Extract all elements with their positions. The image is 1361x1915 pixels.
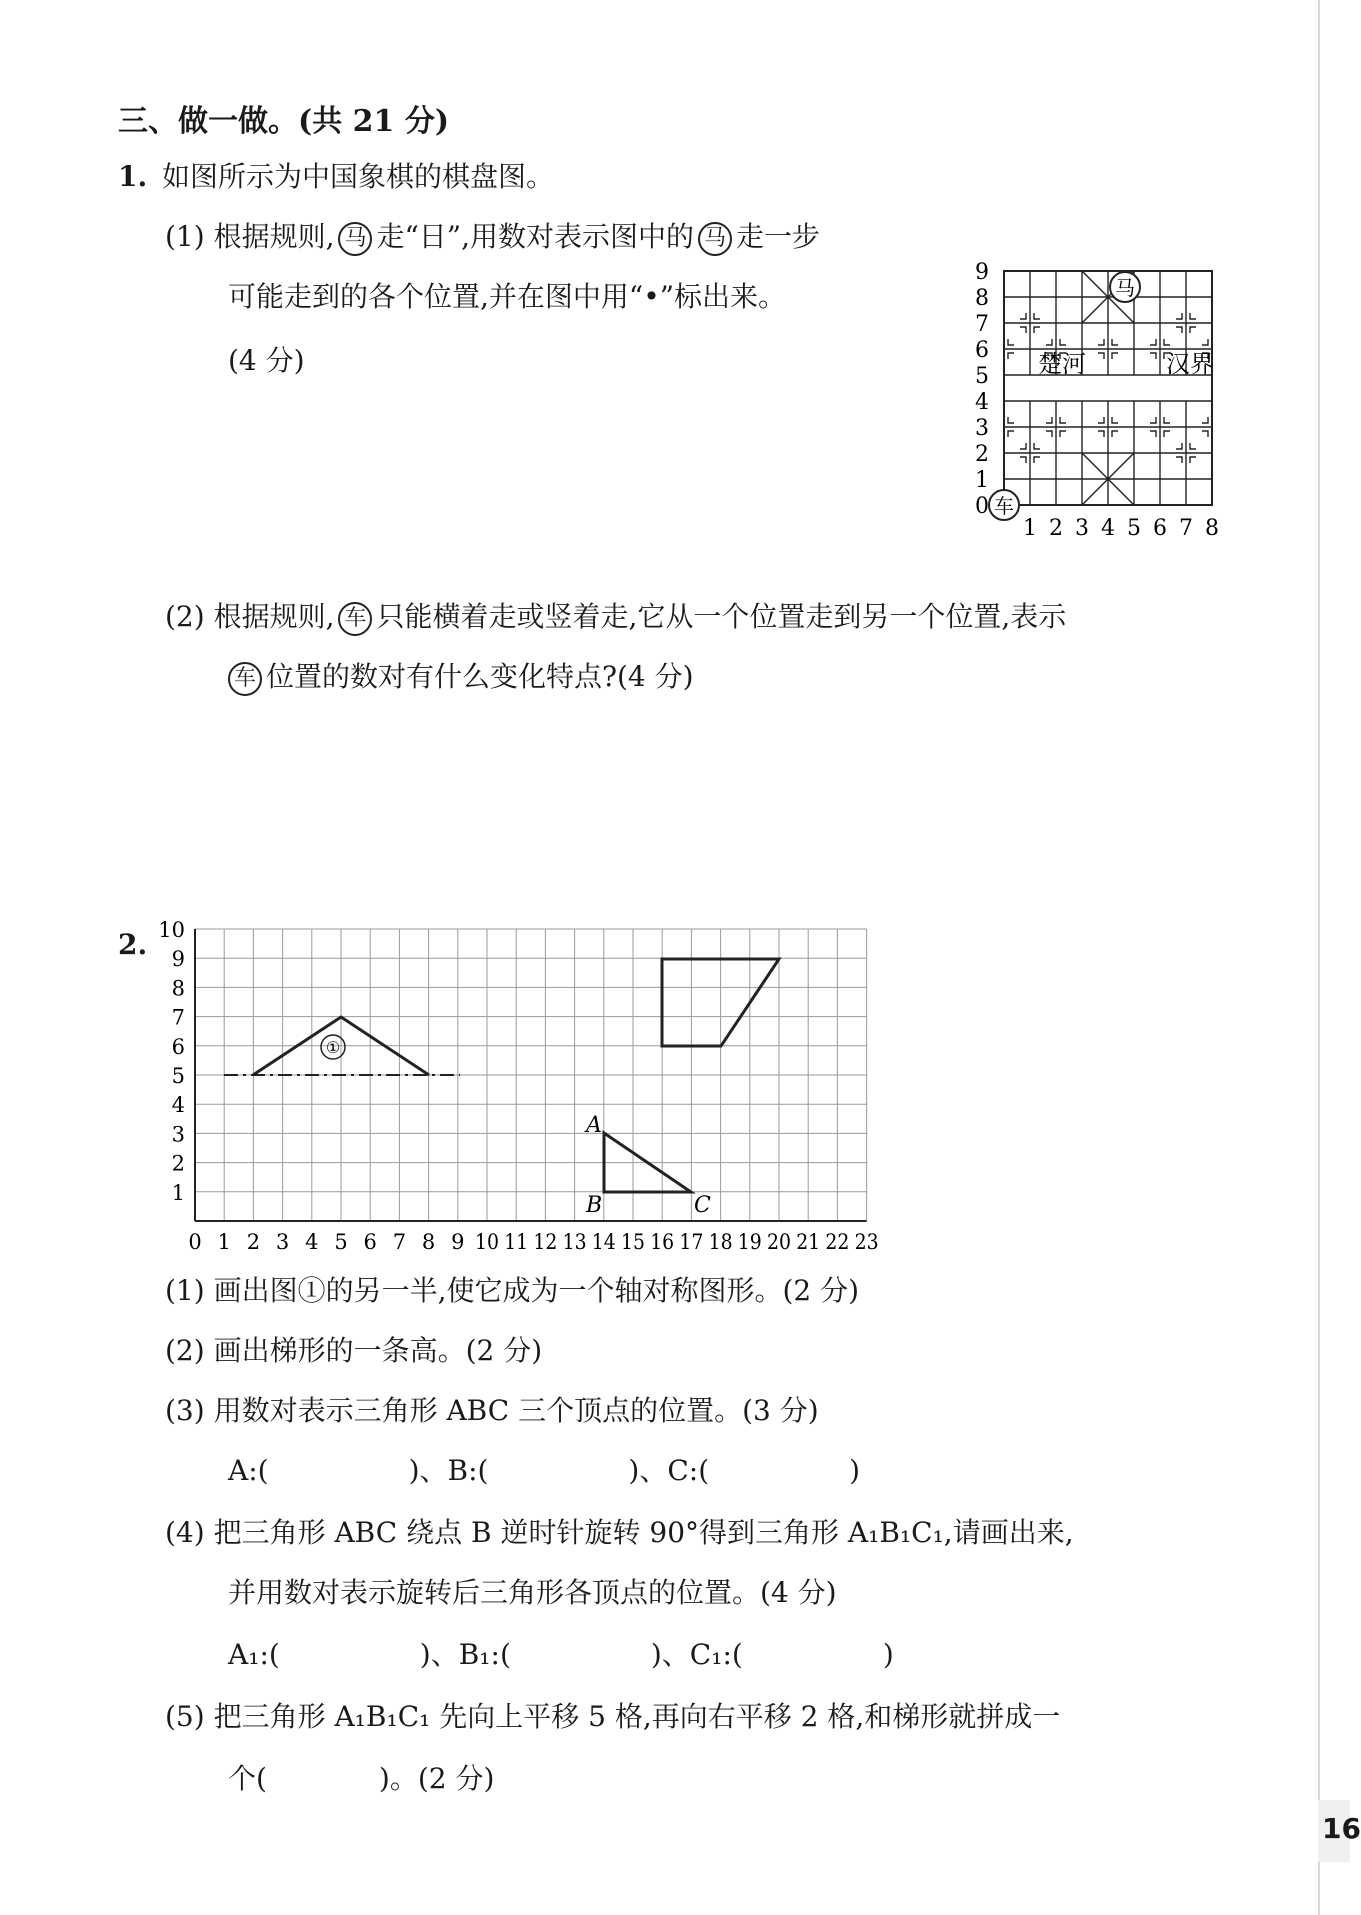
coordinate-grid-axis-labels (158, 918, 878, 1254)
q2-part3: (3) 用数对表示三角形 ABC 三个顶点的位置。(3 分) (165, 1394, 819, 1427)
q1-part1-text-b: 走“日”,用数对表示图中的 (376, 220, 695, 253)
horse-piece-icon-2: 马 (698, 222, 732, 256)
q2-part3-answer: A:( )、B:( )、C:( ) (228, 1454, 861, 1487)
grid-x-tick-label: 23 (854, 1230, 879, 1254)
q2-part5-line1: (5) 把三角形 A₁B₁C₁ 先向上平移 5 格,再向右平移 2 格,和梯形就拼成一 (165, 1700, 1061, 1733)
position-mark (1008, 431, 1014, 437)
position-mark (1112, 353, 1118, 359)
horse-piece-icon: 马 (338, 222, 372, 256)
page-number: 16 (1322, 1812, 1361, 1845)
grid-x-tick-label: 15 (621, 1230, 645, 1254)
section-title: 三、做一做。(共 21 分) (118, 104, 450, 139)
coordinate-grid-lines (195, 929, 867, 1221)
board-x-tick-label: 8 (1205, 516, 1219, 541)
board-y-tick-label: 0 (975, 494, 989, 519)
board-y-tick-label: 9 (975, 260, 989, 285)
grid-x-tick-label: 18 (708, 1230, 733, 1254)
chess-board-figure (972, 212, 1262, 552)
q2-number-text: 2. (118, 928, 148, 961)
grid-x-tick-label: 1 (217, 1230, 231, 1254)
board-x-tick-label: 5 (1127, 516, 1141, 541)
q1-part2-line1 (165, 598, 1066, 636)
river-right-label: 汉界 (1166, 350, 1214, 378)
position-mark (1060, 431, 1066, 437)
position-mark (1164, 339, 1170, 345)
position-mark (1034, 457, 1040, 463)
q2-part5-line2: 个( )。(2 分) (228, 1762, 495, 1795)
position-mark (1046, 417, 1052, 423)
position-mark (1098, 417, 1104, 423)
position-mark (1008, 417, 1014, 423)
board-y-tick-label: 2 (975, 442, 989, 467)
position-mark (1098, 339, 1104, 345)
board-x-tick-label: 3 (1075, 516, 1089, 541)
grid-x-tick-label: 6 (363, 1230, 377, 1254)
q1-part1-score: (4 分) (228, 344, 305, 377)
position-mark (1034, 313, 1040, 319)
grid-x-tick-label: 10 (475, 1230, 499, 1254)
page-fold-line (1318, 0, 1320, 1915)
position-mark (1150, 417, 1156, 423)
position-mark (1176, 457, 1182, 463)
grid-y-tick-label: 9 (171, 947, 185, 972)
vertex-c-label: C (694, 1193, 711, 1218)
board-y-tick-label: 3 (975, 416, 989, 441)
q1-part1-text-a: 根据规则, (213, 220, 335, 253)
position-mark (1190, 327, 1196, 333)
board-y-tick-label: 8 (975, 286, 989, 311)
position-mark (1112, 431, 1118, 437)
grid-x-tick-label: 13 (562, 1230, 587, 1254)
position-mark (1190, 457, 1196, 463)
board-y-tick-label: 6 (975, 338, 989, 363)
board-x-tick-label: 1 (1023, 516, 1037, 541)
position-mark (1190, 443, 1196, 449)
grid-x-tick-label: 17 (679, 1230, 704, 1254)
grid-x-tick-label: 12 (533, 1230, 558, 1254)
position-mark (1008, 353, 1014, 359)
grid-x-tick-label: 21 (796, 1230, 821, 1254)
horse-piece-label: 马 (1115, 276, 1135, 300)
grid-y-tick-label: 1 (171, 1180, 185, 1205)
position-mark (1098, 431, 1104, 437)
position-mark (1020, 443, 1026, 449)
q2-number (118, 926, 147, 964)
q2-part4-answer: A₁:( )、B₁:( )、C₁:( ) (228, 1638, 894, 1671)
chariot-piece-icon: 车 (338, 602, 372, 636)
q1-part2-text-b: 只能横着走或竖着走,它从一个位置走到另一个位置,表示 (376, 600, 1067, 633)
position-mark (1034, 443, 1040, 449)
position-mark (1150, 431, 1156, 437)
q1-part2-line2 (224, 658, 694, 696)
position-mark (1098, 353, 1104, 359)
position-mark (1112, 339, 1118, 345)
position-mark (1190, 313, 1196, 319)
grid-x-tick-label: 14 (591, 1230, 616, 1254)
q2-part2: (2) 画出梯形的一条高。(2 分) (165, 1334, 543, 1367)
position-mark (1202, 431, 1208, 437)
position-mark (1020, 457, 1026, 463)
q1-part1-label: (1) (165, 220, 205, 253)
grid-x-tick-label: 16 (650, 1230, 675, 1254)
board-x-tick-label: 7 (1179, 516, 1193, 541)
grid-y-tick-label: 5 (171, 1064, 185, 1088)
coordinate-grid-figure (158, 918, 890, 1256)
vertex-a-label: A (586, 1113, 602, 1138)
chariot-piece-label: 车 (994, 494, 1014, 518)
position-mark (1034, 327, 1040, 333)
grid-y-tick-label: 6 (171, 1034, 185, 1059)
q1-part2-text-c: 位置的数对有什么变化特点?(4 分) (266, 660, 694, 693)
position-mark (1060, 339, 1066, 345)
grid-x-tick-label: 2 (246, 1230, 261, 1254)
grid-y-tick-label: 10 (158, 918, 185, 942)
position-mark (1202, 339, 1208, 345)
chess-board-grid (1004, 271, 1212, 505)
q1-number-text: 1. (118, 160, 148, 193)
q2-part1: (1) 画出图①的另一半,使它成为一个轴对称图形。(2 分) (165, 1274, 860, 1307)
board-x-tick-label: 4 (1101, 516, 1115, 541)
position-mark (1150, 353, 1156, 359)
q1-part2-text-a: 根据规则, (213, 600, 335, 633)
position-mark (1008, 339, 1014, 345)
q2-part4-line2: 并用数对表示旋转后三角形各顶点的位置。(4 分) (228, 1576, 837, 1609)
grid-x-tick-label: 9 (451, 1230, 465, 1254)
position-mark (1046, 431, 1052, 437)
grid-x-tick-label: 22 (825, 1230, 850, 1254)
q1-part1-line2: 可能走到的各个位置,并在图中用“•”标出来。 (228, 280, 787, 313)
grid-x-tick-label: 4 (305, 1230, 319, 1254)
board-y-tick-label: 1 (975, 468, 989, 493)
board-y-tick-label: 7 (975, 312, 989, 337)
position-mark (1020, 327, 1026, 333)
position-mark (1164, 431, 1170, 437)
grid-x-tick-label: 7 (392, 1230, 407, 1254)
position-mark (1176, 327, 1182, 333)
grid-x-tick-label: 3 (275, 1230, 290, 1254)
q2-part4-line1: (4) 把三角形 ABC 绕点 B 逆时针旋转 90°得到三角形 A₁B₁C₁,请画出来, (165, 1516, 1074, 1549)
q1-number (118, 158, 147, 196)
grid-y-tick-label: 4 (171, 1093, 185, 1118)
position-mark (1202, 417, 1208, 423)
q1-part2-label: (2) (165, 600, 205, 633)
grid-x-tick-label: 0 (188, 1230, 202, 1254)
vertex-b-label: B (586, 1193, 603, 1218)
grid-x-tick-label: 5 (334, 1230, 348, 1254)
grid-y-tick-label: 2 (171, 1151, 185, 1176)
river-left-label: 楚河 (1038, 350, 1086, 378)
q1-part1-text-c: 走一步 (736, 220, 821, 253)
grid-y-tick-label: 8 (171, 976, 185, 1001)
q1-part1-line1 (165, 218, 820, 256)
position-mark (1020, 313, 1026, 319)
grid-x-tick-label: 19 (737, 1230, 762, 1254)
grid-x-tick-label: 20 (767, 1230, 791, 1254)
position-mark (1150, 339, 1156, 345)
board-x-tick-label: 6 (1153, 516, 1167, 541)
grid-y-tick-label: 3 (171, 1122, 185, 1147)
grid-x-tick-label: 11 (504, 1230, 529, 1254)
board-y-tick-label: 5 (975, 364, 989, 389)
position-mark (1176, 443, 1182, 449)
position-mark (1112, 417, 1118, 423)
position-mark (1046, 339, 1052, 345)
q1-stem: 如图所示为中国象棋的棋盘图。 (162, 160, 555, 193)
board-y-tick-label: 4 (975, 390, 989, 415)
figure-one-label: ① (325, 1038, 341, 1057)
grid-y-tick-label: 7 (171, 1005, 185, 1030)
position-mark (1060, 417, 1066, 423)
position-mark (1164, 417, 1170, 423)
position-mark (1176, 313, 1182, 319)
board-x-tick-label: 2 (1049, 516, 1063, 541)
chariot-piece-icon-2: 车 (228, 662, 262, 696)
grid-x-tick-label: 8 (421, 1230, 436, 1254)
